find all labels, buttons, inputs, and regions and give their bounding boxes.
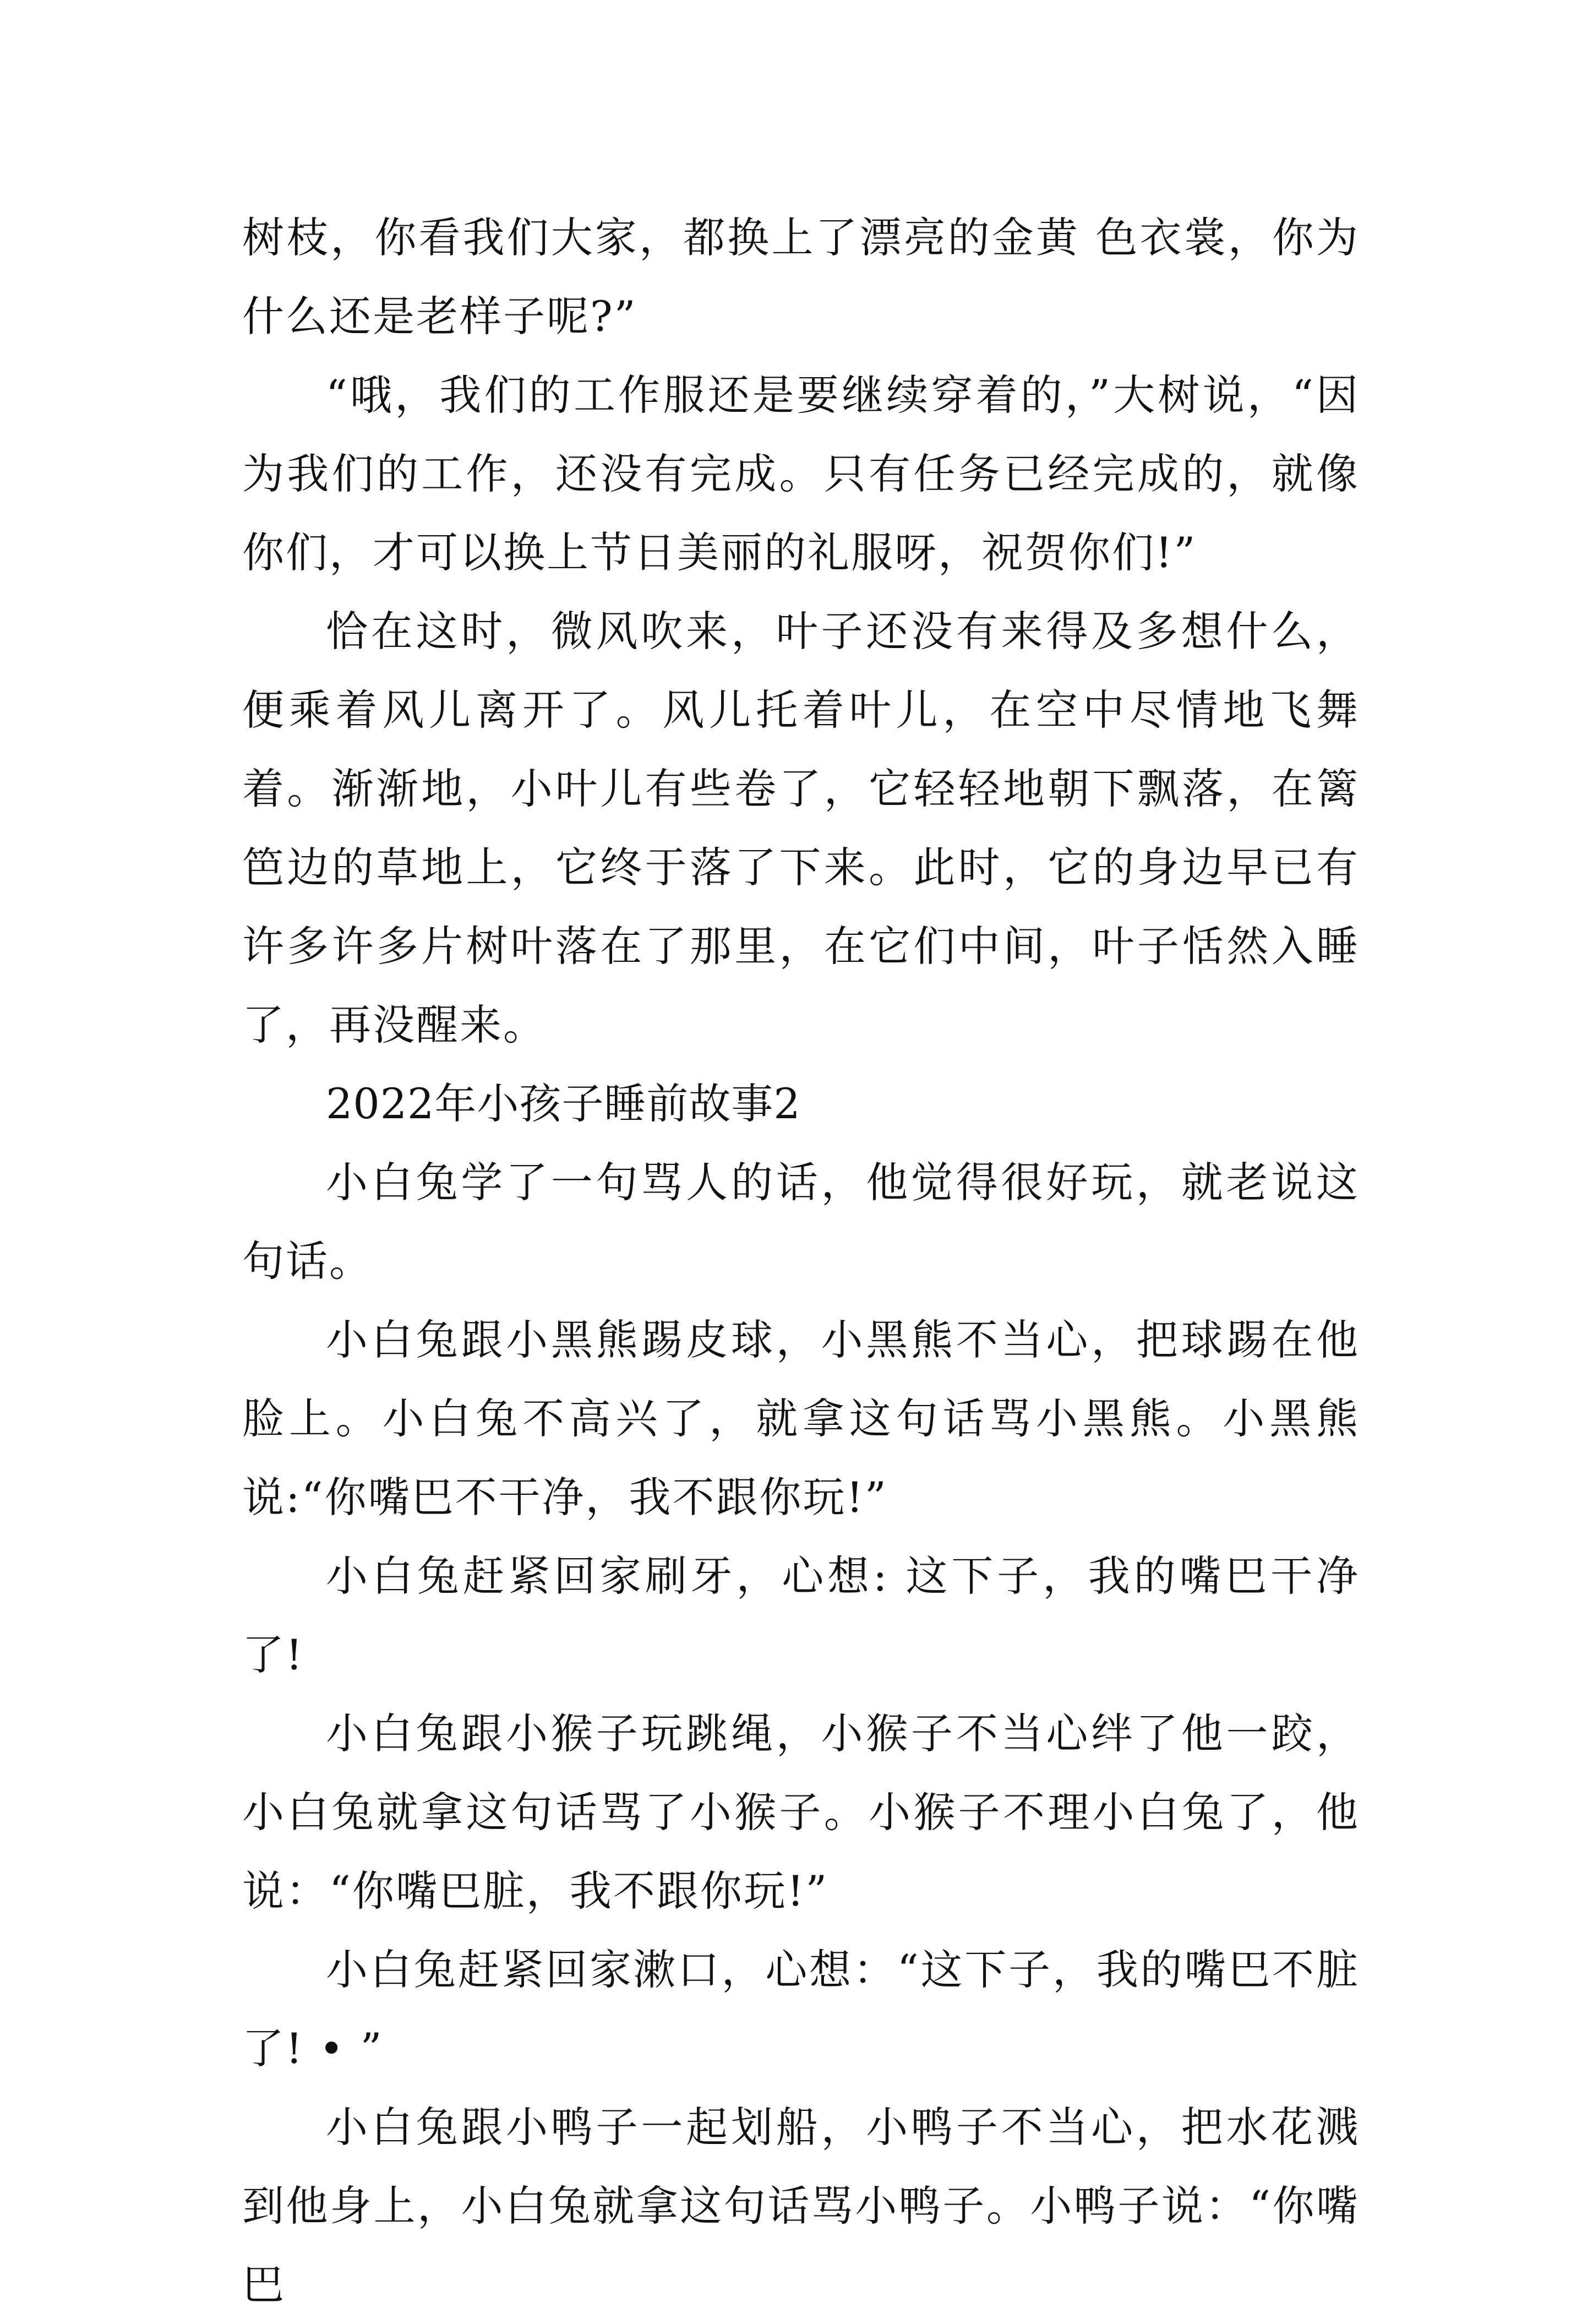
paragraph: 恰在这时，微风吹来，叶子还没有来得及多想什么，便乘着风儿离开了。风儿托着叶儿，在空中尽情地飞舞着。渐渐地，小叶儿有些卷了，它轻轻地朝下飘落，在篱笆边的草地上，它终于落了下来。此时，它的身边早已有许多许多片树叶落在了那里，在它们中间，叶子恬然入睡了，再没醒来。 [242,607,1360,1049]
paragraph: “哦，我们的工作服还是要继续穿着的，”大树说，“因为我们的工作，还没有完成。只有任务已经完成的，就像你们，才可以换上节日美丽的礼服呀，祝贺你们!” [242,371,1360,577]
paragraph: 小白兔学了一句骂人的话，他觉得很好玩，就老说这句话。 [242,1158,1360,1286]
paragraph: 小白兔赶紧回家刷牙，心想: 这下子，我的嘴巴干净了! [242,1552,1360,1679]
paragraph: 小白兔赶紧回家漱口，心想：“这下子，我的嘴巴不脏了! • ” [242,1945,1360,2073]
paragraph: 树枝，你看我们大家，都换上了漂亮的金黄 色衣裳，你为什么还是老样子呢?” [242,213,1360,341]
paragraph: 小白兔跟小鸭子一起划船，小鸭子不当心，把水花溅到他身上，小白兔就拿这句话骂小鸭子。小鸭子说：“你嘴巴 [242,2103,1360,2309]
body-text [242,198,1360,2324]
section-heading: 2022年小孩子睡前故事2 [326,1079,801,1128]
paragraph: 小白兔跟小黑熊踢皮球，小黑熊不当心，把球踢在他脸上。小白兔不高兴了，就拿这句话骂小黑熊。小黑熊说:“你嘴巴不干净，我不跟你玩!” [242,1315,1360,1522]
paragraph: 小白兔跟小猴子玩跳绳，小猴子不当心绊了他一跤，小白兔就拿这句话骂了小猴子。小猴子不理小白兔了，他说：“你嘴巴脏，我不跟你玩!” [242,1709,1360,1915]
